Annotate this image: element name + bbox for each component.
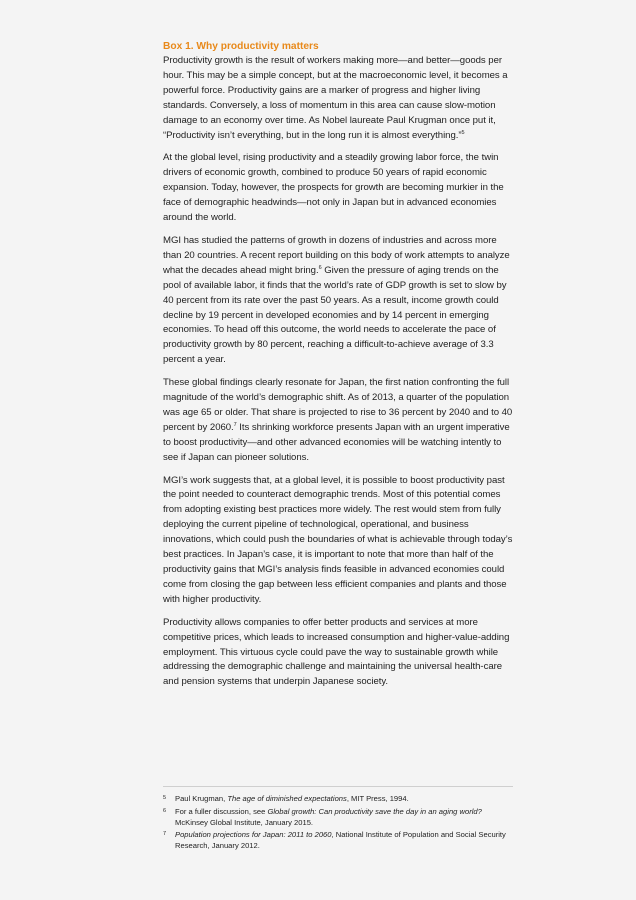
footnote-number: 7	[163, 831, 167, 838]
footnote-text	[175, 794, 513, 805]
paragraph-text: Productivity growth is the result of workers making more—and better—goods per hour. This may be a simple concept, but at the macroeconomic level, it becomes a powerful force. Productivity gains are a marker of progress and higher living standards. Conversely, a loss of momentum in this area can cause slow-motion damage to an economy over time. As Nobel laureate Paul Krugman once put it, “Productivity isn’t everything, but in the long run it is almost everything.”	[163, 55, 508, 141]
footnote-title: Global growth: Can productivity save the day in an aging world?	[267, 806, 482, 816]
footnote-ref-7: 7	[233, 421, 237, 428]
footnote-text-post: , MIT Press, 1994.	[346, 794, 409, 803]
footnotes	[163, 786, 513, 854]
footnote-title: The age of diminished expectations	[227, 794, 347, 803]
footnote-text-pre: For a fuller discussion, see	[175, 806, 268, 816]
footnote-text	[175, 807, 513, 829]
footnote-text-pre: Paul Krugman,	[175, 794, 228, 803]
paragraph-text: MGI has studied the patterns of growth in dozens of industries and across more than 20 countries. A recent report building on this body of work attempts to analyze what the decades ahead might bring.	[163, 234, 510, 276]
footnote-7	[163, 830, 513, 852]
paragraph-text: At the global level, rising productivity and a steadily growing labor force, the twin drivers of economic growth, combined to produce 50 years of rapid economic expansion. Today, however, the prospects for growth are becoming murkier in the face of demographic headwinds—not only in Japan but in advanced economies around the world.	[163, 152, 504, 224]
footnote-number: 5	[163, 795, 167, 801]
paragraph-mgi-studies	[163, 234, 513, 368]
paragraph-text: These global findings clearly resonate for Japan, the first nation confronting the full magnitude of the world’s demographic shift. As of 2013, a quarter of the population was age 65 or older. That share is projected to rise to 36 percent by 2040 and to 40 percent by 2060.	[163, 377, 513, 433]
footnote-number: 6	[163, 807, 167, 814]
footnote-ref-5: 5	[461, 129, 465, 136]
footnote-text	[175, 830, 513, 852]
paragraph-japan-findings	[163, 376, 513, 465]
paragraph-productivity-growth	[163, 54, 513, 143]
box-title: Box 1. Why productivity matters	[163, 41, 319, 52]
footnote-6	[163, 807, 513, 829]
paragraph-text: Its shrinking workforce presents Japan with an urgent imperative to boost productivity—and other advanced economies will be watching intently to see if Japan can pioneer solutions.	[163, 421, 510, 463]
paragraph-virtuous-cycle	[163, 616, 513, 691]
box-1	[163, 40, 513, 698]
footnote-5	[163, 794, 513, 805]
paragraph-text: Productivity allows companies to offer better products and services at more competitive prices, which leads to increased consumption and higher-value-adding employment. This virtuous cycle could pave the way to sustainable growth while addressing the demographic challenge and maintaining the universal health-care and pension systems that underpin Japanese society.	[163, 616, 510, 688]
paragraph-global-level	[163, 151, 513, 226]
paragraph-mgi-work	[163, 474, 513, 608]
footnote-ref-6: 6	[318, 264, 322, 271]
paragraph-text: MGI’s work suggests that, at a global level, it is possible to boost productivity past the point needed to counteract demographic trends. Most of this potential comes from adopting existing best practices more widely. The rest would stem from fully deploying the current pipeline of technological, operational, and business innovations, which could push the boundaries of what is achievable through today’s best practices. In Japan’s case, it is important to note that more than half of the productivity gains that MGI’s analysis finds feasible in advanced economies could come from closing the gap between less efficient companies and plants and those with higher productivity.	[163, 474, 513, 605]
footnote-text-post: , National Institute of Population and Social Security Research, January 2012.	[175, 830, 506, 851]
footnote-title: Population projections for Japan: 2011 to 2060	[175, 830, 332, 840]
paragraph-text: Given the pressure of aging trends on the pool of available labor, it finds that the world’s rate of GDP growth is set to slow by 40 percent from its rate over the past 50 years. As a result, income growth could decline by 19 percent in developed economies and by 14 percent in emerging economies. To head off this outcome, the world needs to accelerate the pace of productivity growth by 80 percent, reaching a difficult-to-achieve average of 3.3 percent a year.	[163, 264, 507, 366]
footnote-text-post: McKinsey Global Institute, January 2015.	[175, 817, 314, 827]
